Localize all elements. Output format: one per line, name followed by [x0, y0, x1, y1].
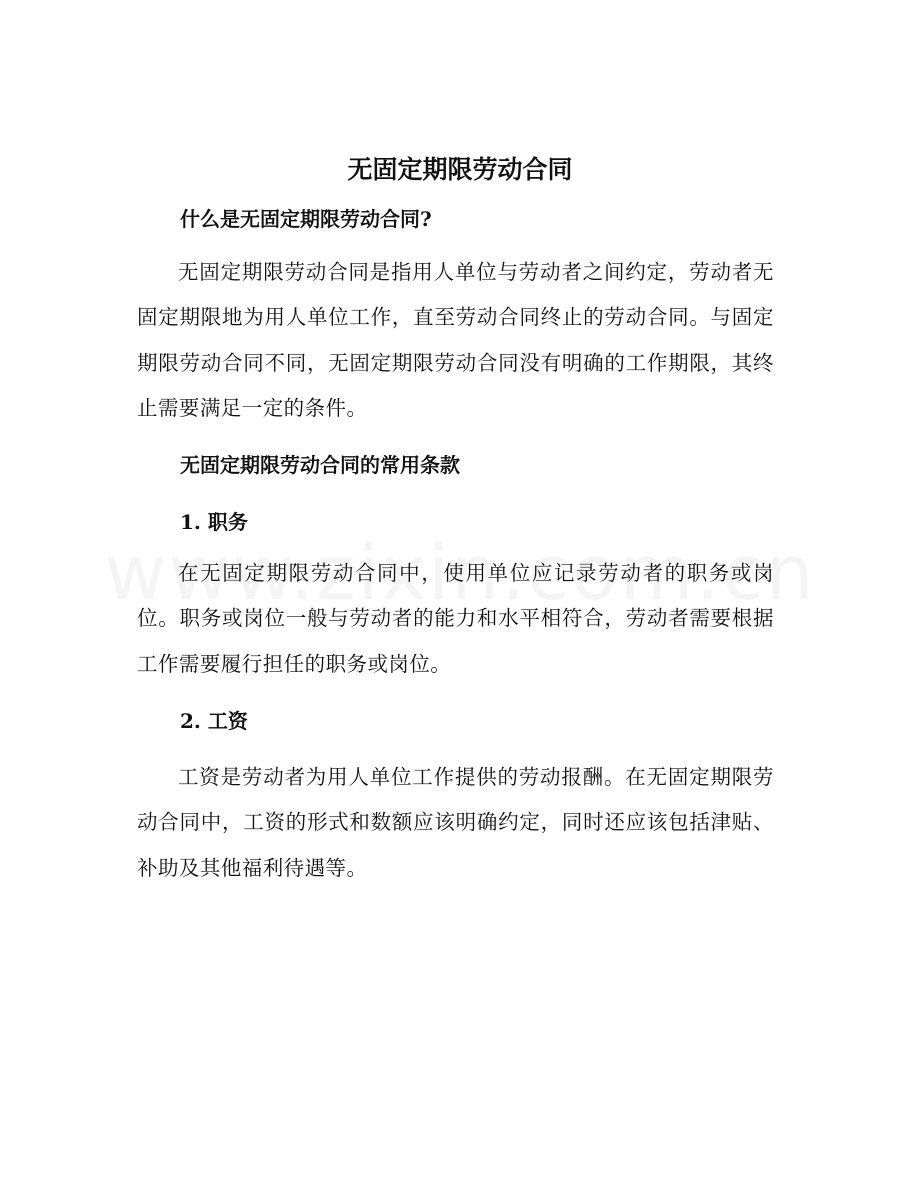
clause-heading-duty: 1. 职务: [180, 510, 248, 534]
clause-heading-salary: 2. 工资: [180, 709, 248, 733]
section-heading-terms: 无固定期限劳动合同的常用条款: [180, 453, 460, 477]
clause-body-duty: 在无固定期限劳动合同中，使用单位应记录劳动者的职务或岗位。职务或岗位一般与劳动者的能力和水平相符合，劳动者需要根据工作需要履行担任的职务或岗位。: [137, 561, 774, 676]
document-title: 无固定期限劳动合同: [347, 155, 573, 184]
section-heading-what: 什么是无固定期限劳动合同?: [180, 207, 432, 231]
section-body-what: 无固定期限劳动合同是指用人单位与劳动者之间约定，劳动者无固定期限地为用人单位工作，直至劳动合同终止的劳动合同。与固定期限劳动合同不同，无固定期限劳动合同没有明确的工作期限，其终止需要满足一定的条件。: [137, 260, 774, 420]
clause-body-salary: 工资是劳动者为用人单位工作提供的劳动报酬。在无固定期限劳动合同中，工资的形式和数额应该明确约定，同时还应该包括津贴、补助及其他福利待遇等。: [137, 765, 774, 880]
